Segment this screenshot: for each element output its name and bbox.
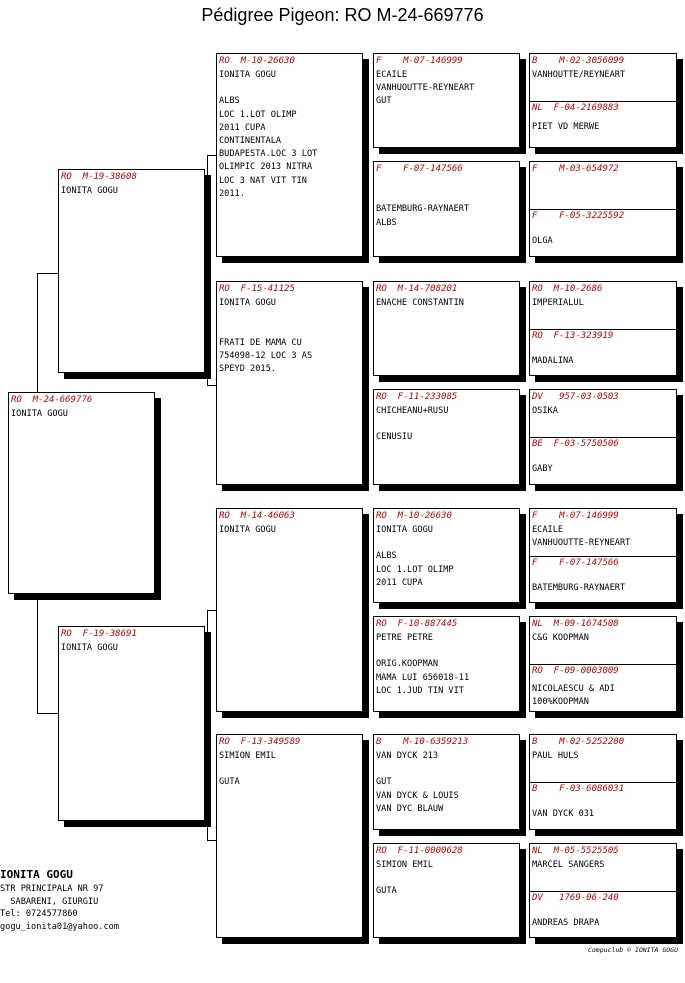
pigeon-details: IMPERIALUL — [532, 298, 584, 308]
g5-pair-card — [529, 843, 677, 938]
pigeon-details: VANHOUTTE/REYNEART — [532, 70, 626, 80]
connector — [366, 100, 367, 210]
owner-address-line2: SABARENI, GIURGIU — [0, 896, 99, 907]
g5-pair-card — [529, 389, 677, 485]
g5-pair-card — [529, 734, 677, 830]
credit-footer: Compuclub © IONITA GOGU — [587, 946, 678, 954]
grandparent-card — [216, 281, 363, 485]
ring-number: NL M-05-5525505 — [532, 846, 619, 856]
g5-pair-card — [529, 161, 677, 257]
pigeon-details: BATEMBURG-RAYNAERT — [532, 583, 626, 594]
pigeon-details: MADALINA — [532, 356, 574, 367]
page-title: Pédigree Pigeon: RO M-24-669776 — [201, 5, 484, 25]
ring-number: F F-05-3225592 — [532, 211, 625, 221]
sire-card — [58, 169, 205, 373]
pigeon-details: IONITA GOGU — [11, 409, 68, 419]
connector — [207, 610, 216, 611]
pigeon-details: NICOLAESCU & ADI 100%KOOPMAN — [532, 684, 615, 708]
pigeon-details: IONITA GOGU ALBS LOC 1.LOT OLIMP 2011 CUPA CONTINENTALA BUDAPESTA.LOC 3 LOT OLIMPIC 2013 NITRA LOC 3 NAT VIT TIN 2011. — [219, 70, 318, 199]
pigeon-details: IONITA GOGU — [61, 643, 118, 653]
ring-number: NL F-04-2169883 — [532, 103, 619, 113]
ring-number: F F-07-147566 — [376, 164, 463, 174]
great-grandparent-card — [373, 508, 520, 603]
pigeon-details: SIMION EMIL GUTA — [376, 860, 433, 897]
ring-number: RO F-09-0003009 — [532, 666, 619, 676]
great-grandparent-card — [373, 616, 520, 712]
ring-number: NL M-09-1674508 — [532, 619, 619, 629]
ring-number: F M-03-654972 — [532, 164, 619, 174]
connector — [366, 555, 367, 665]
ring-number: RO F-15-41125 — [219, 284, 295, 294]
great-grandparent-card — [373, 843, 520, 938]
ring-number: RO M-14-46063 — [219, 511, 295, 521]
connector — [207, 155, 216, 156]
pigeon-details: CHICHEANU+RUSU CENUSIU — [376, 406, 449, 443]
connector — [207, 155, 208, 385]
ring-number: RO F-19-38691 — [61, 629, 137, 639]
ring-number: RO M-24-669776 — [11, 395, 93, 405]
pigeon-details: OSIKA — [532, 406, 558, 416]
g5-pair-card — [529, 53, 677, 148]
ring-number: B M-10-6359213 — [376, 737, 469, 747]
pigeon-details: IONITA GOGU ALBS LOC 1.LOT OLIMP 2011 CUPA — [376, 525, 454, 588]
ring-number: RO M-19-38608 — [61, 172, 137, 182]
grandparent-card — [216, 53, 363, 257]
grandparent-card — [216, 508, 363, 712]
pigeon-details: MARCEL SANGERS — [532, 860, 605, 870]
great-grandparent-card — [373, 281, 520, 376]
pigeon-details: ECAILE VANHUOUTTE-REYNEART — [532, 525, 631, 549]
ring-number: RO M-10-26630 — [376, 511, 452, 521]
connector — [522, 530, 523, 580]
connector — [207, 840, 216, 841]
ring-number: RO M-10-26630 — [219, 56, 295, 66]
ring-number: DV 957-03-0503 — [532, 392, 619, 402]
g5-pair-card — [529, 508, 677, 603]
ring-number: RO M-14-708201 — [376, 284, 458, 294]
pigeon-details: IONITA GOGU — [61, 186, 118, 196]
ring-number: RO F-11-0000628 — [376, 846, 463, 856]
connector — [207, 610, 208, 840]
great-grandparent-card — [373, 389, 520, 485]
g5-pair-card — [529, 281, 677, 376]
ring-number: RO F-13-349589 — [219, 737, 301, 747]
ring-number: DV 1769-06-240 — [532, 893, 619, 903]
grandparent-card — [216, 734, 363, 938]
pigeon-details: BATEMBURG-RAYNAERT ALBS — [376, 204, 470, 228]
connector — [37, 273, 58, 274]
pigeon-details: C&G KOOPMAN — [532, 633, 589, 643]
ring-number: RO M-10-2686 — [532, 284, 603, 294]
pigeon-details: ENACHE CONSTANTIN — [376, 298, 464, 308]
ring-number: RO F-10-887445 — [376, 619, 458, 629]
pigeon-details: PETRE PETRE ORIG.KOOPMAN MAMA LUI 656018-11 LOC 1.JUD TIN VIT — [376, 633, 470, 696]
owner-name: IONITA GOGU — [0, 868, 73, 881]
ring-number: F F-07-147566 — [532, 558, 619, 568]
owner-phone: Tel: 0724577860 — [0, 909, 78, 919]
ring-number: F M-07-146999 — [532, 511, 619, 521]
ring-number: F M-07-146999 — [376, 56, 463, 66]
pigeon-details: PAUL HULS — [532, 751, 579, 761]
ring-number: B M-02-3056099 — [532, 56, 625, 66]
owner-address-line1: STR PRINCIPALA NR 97 — [0, 884, 104, 894]
subject-card — [8, 392, 155, 594]
pigeon-details: VAN DYCK 213 GUT VAN DYCK & LOUIS VAN DYC BLAUW — [376, 751, 459, 814]
pigeon-details: GABY — [532, 464, 553, 475]
pigeon-details: ANDREAS DRAPA — [532, 918, 600, 929]
connector — [37, 713, 58, 714]
connector — [522, 75, 523, 125]
owner-email: gogu_ionita01@yahoo.com — [0, 921, 119, 932]
ring-number: BE F-03-5750506 — [532, 439, 619, 449]
ring-number: B F-03-6086031 — [532, 784, 625, 794]
owner-info — [0, 867, 119, 933]
great-grandparent-card — [373, 53, 520, 148]
ring-number: B M-02-5252200 — [532, 737, 625, 747]
great-grandparent-card — [373, 161, 520, 257]
connector — [366, 783, 367, 893]
connector — [522, 185, 523, 235]
dam-card — [58, 626, 205, 821]
ring-number: RO F-11-233085 — [376, 392, 458, 402]
pigeon-details: ECAILE VANHUOUTTE-REYNEART GUT — [376, 70, 475, 107]
connector — [522, 413, 523, 463]
connector — [522, 758, 523, 808]
pigeon-details: IONITA GOGU — [219, 525, 276, 535]
connector — [522, 868, 523, 918]
g5-pair-card — [529, 616, 677, 712]
great-grandparent-card — [373, 734, 520, 830]
connector — [522, 640, 523, 690]
pigeon-details: SIMION EMIL GUTA — [219, 751, 276, 788]
connector — [522, 305, 523, 355]
pigeon-details: PIET VD MERWE — [532, 122, 600, 132]
connector — [366, 330, 367, 440]
pigeon-details: IONITA GOGU FRATI DE MAMA CU 754098-12 LOC 3 AS SPEYD 2015. — [219, 298, 313, 375]
ring-number: RO F-13-323919 — [532, 331, 614, 341]
pigeon-details: VAN DYCK 031 — [532, 809, 595, 820]
pigeon-details: OLGA — [532, 236, 553, 247]
connector — [207, 385, 216, 386]
